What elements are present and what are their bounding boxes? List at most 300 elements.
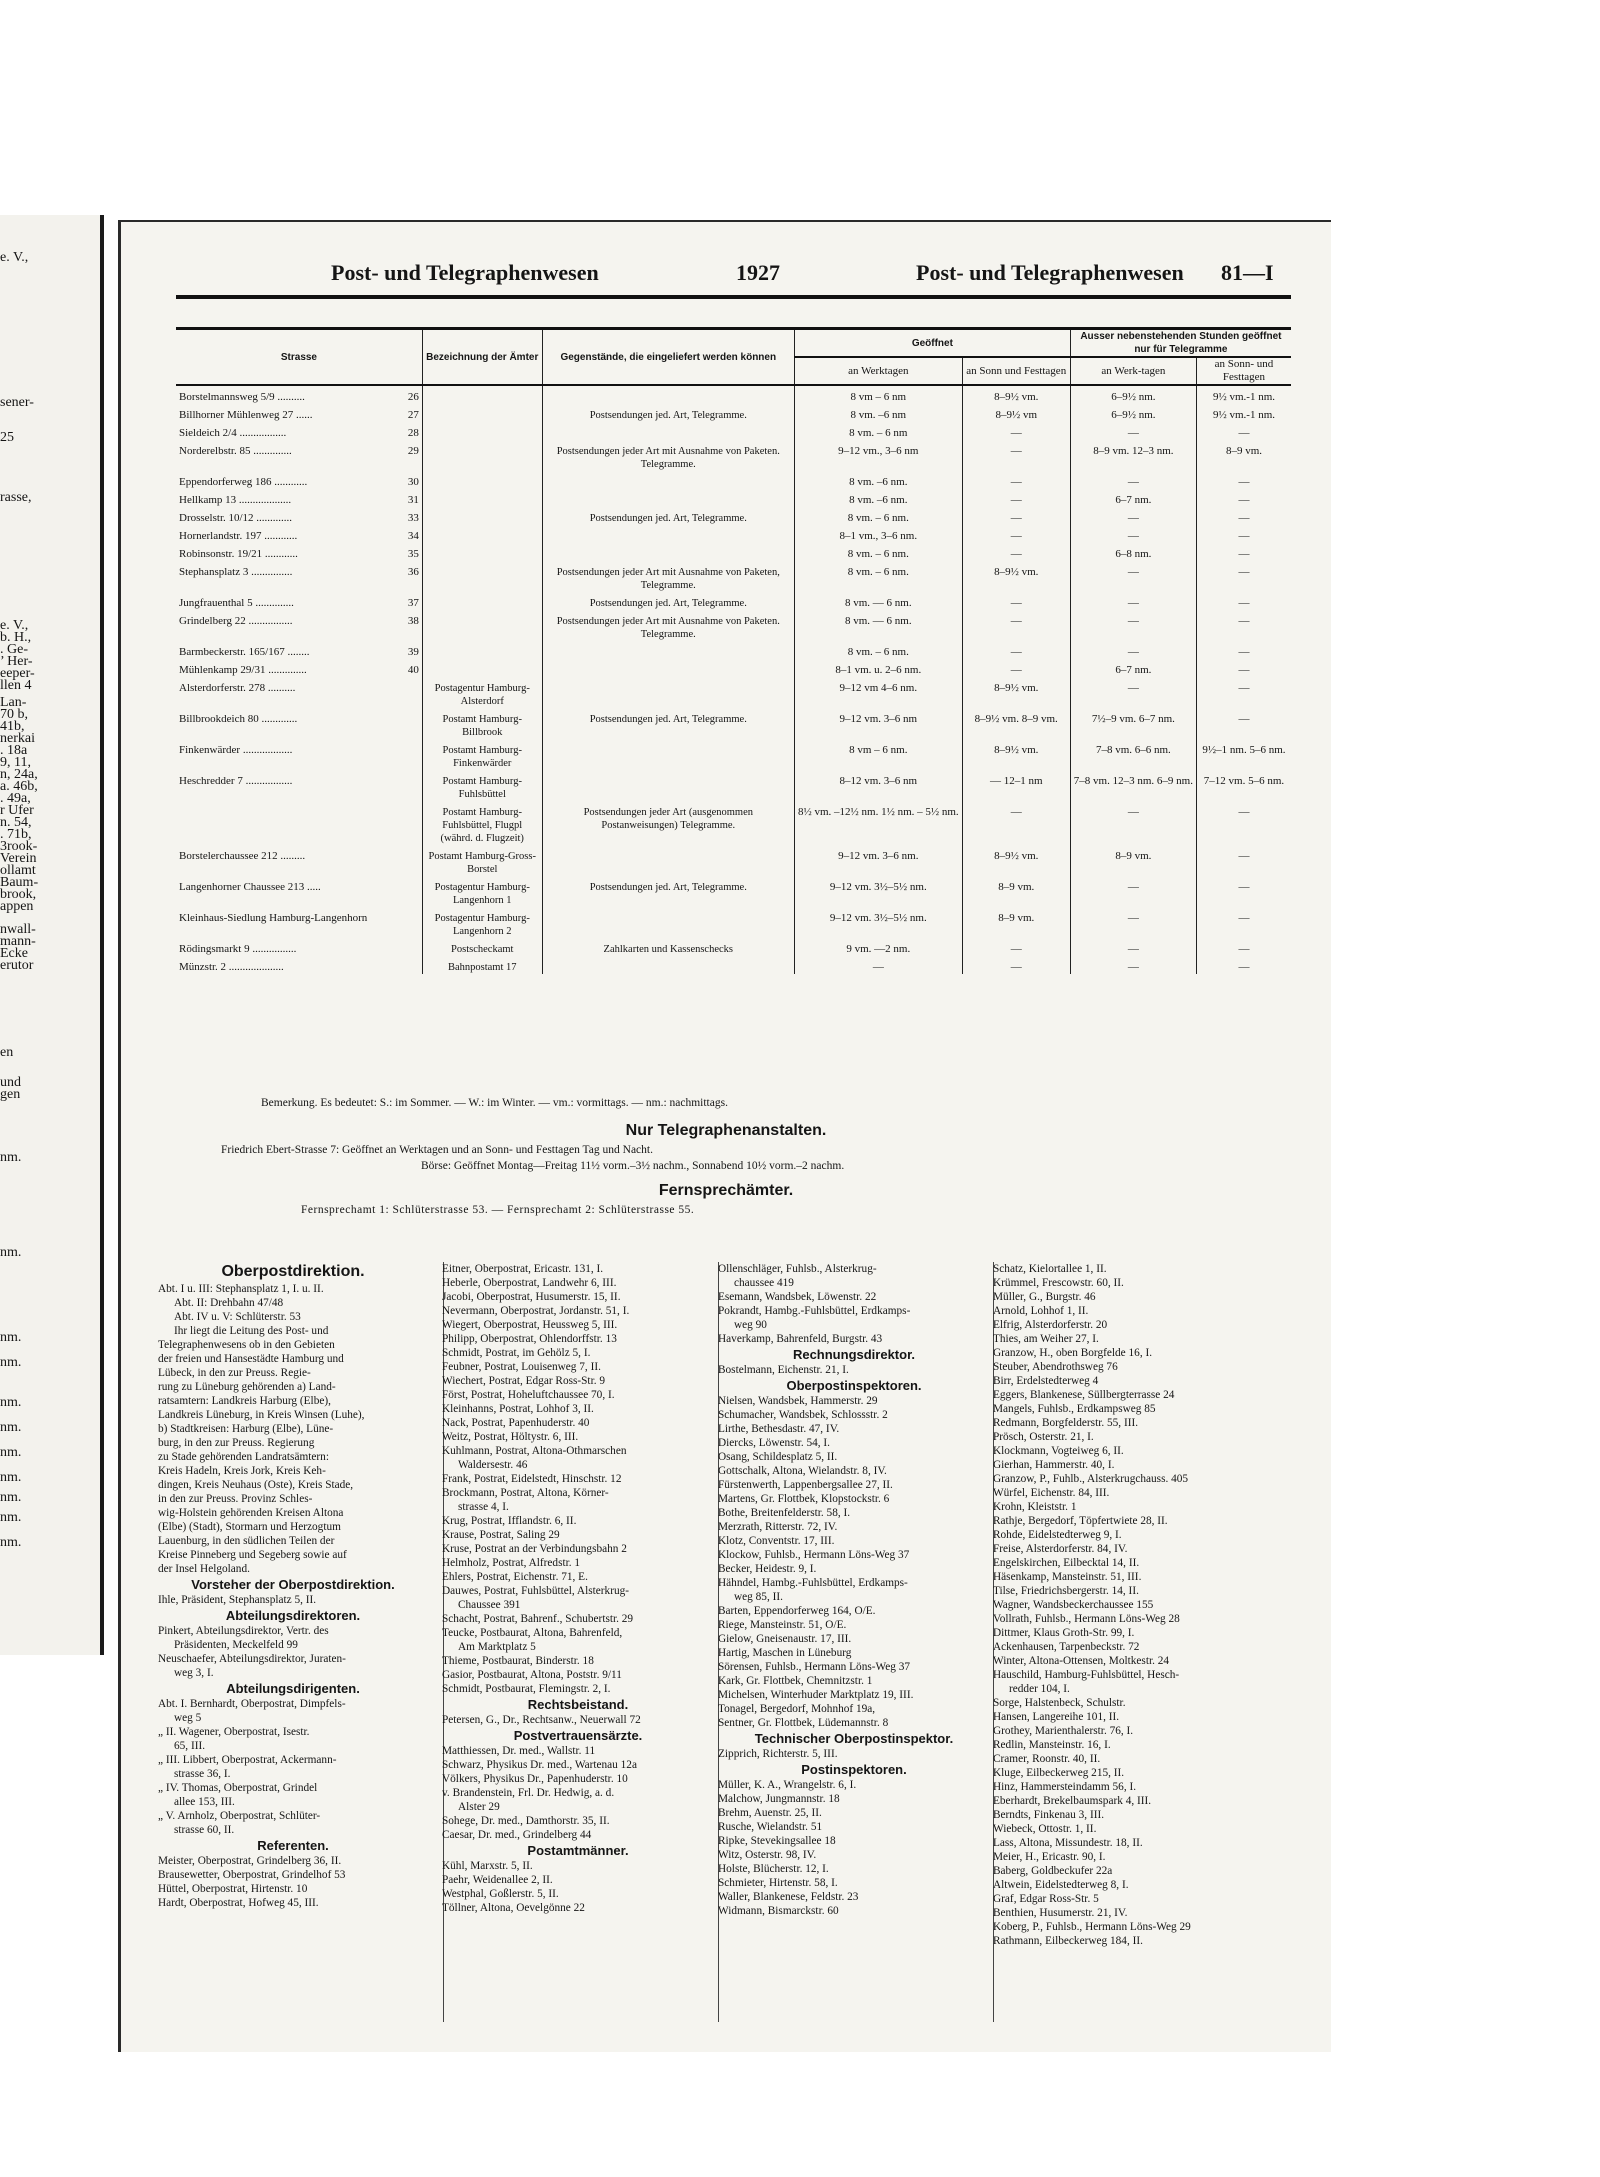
previous-page-text: und — [0, 1075, 21, 1090]
directory-entry: Kleinhanns, Postrat, Lohhof 3, II. — [442, 1403, 594, 1415]
cell-st: — — [962, 610, 1070, 641]
cell-street: Alsterdorferstr. 278 .......... — [179, 682, 296, 694]
previous-page-text: nm. — [0, 1355, 22, 1370]
directory-entry: Eitner, Oberpostrat, Ericastr. 131, I. — [442, 1263, 604, 1275]
cell-wt2: 6–9½ nm. — [1070, 385, 1196, 404]
cell-street: Billhorner Mühlenweg 27 ...... — [179, 409, 313, 421]
directory-entry: v. Brandenstein, Frl. Dr. Hedwig, a. d. — [442, 1787, 615, 1799]
directory-entry: Caesar, Dr. med., Grindelberg 44 — [442, 1829, 592, 1841]
cell-num — [394, 708, 423, 739]
directory-entry: Müller, K. A., Wrangelstr. 6, I. — [718, 1779, 857, 1791]
directory-entry: Lass, Altona, Missundestr. 18, II. — [993, 1837, 1143, 1849]
cell-st: — 12–1 nm — [962, 770, 1070, 801]
fernsprech-section-title: Fernsprechämter. — [658, 1182, 794, 1199]
directory-entry: Arnold, Lohhof 1, II. — [993, 1305, 1089, 1317]
cell-geg: Postsendungen jed. Art, Telegramme. — [542, 876, 794, 907]
directory-entry: Esemann, Wandsbek, Löwenstr. 22 — [718, 1291, 877, 1303]
directory-entry: chaussee 419 — [734, 1277, 794, 1289]
previous-page-text: en — [0, 1045, 14, 1060]
directory-entry: Brausewetter, Oberpostrat, Grindelhof 53 — [158, 1869, 346, 1881]
cell-street: Barmbeckerstr. 165/167 ........ — [179, 646, 310, 658]
directory-entry: Abt. IV u. V: Schlüterstr. 53 — [174, 1311, 301, 1323]
previous-page-text: Verein — [0, 851, 37, 866]
directory-entry: „ II. Wagener, Oberpostrat, Isestr. — [158, 1726, 310, 1738]
directory-entry: Paehr, Weidenallee 2, II. — [442, 1874, 553, 1886]
cell-street: Jungfrauenthal 5 .............. — [179, 597, 294, 609]
cell-street: Hornerlandstr. 197 ............ — [179, 530, 298, 542]
table-row — [176, 471, 1291, 489]
directory-entry: Sohege, Dr. med., Damthorstr. 35, II. — [442, 1815, 610, 1827]
cell-amt: Postamt Hamburg-Finkenwärder — [422, 739, 542, 770]
directory-entry: Krug, Postrat, Ifflandstr. 6, II. — [442, 1515, 577, 1527]
previous-page-text: llen 4 — [0, 678, 32, 693]
cell-num: 31 — [394, 489, 423, 507]
previous-page-text: Baum- — [0, 875, 39, 890]
previous-page-text: b. H., — [0, 630, 32, 645]
cell-num: 26 — [394, 385, 423, 404]
directory-entry: Mangels, Fuhlsb., Erdkampsweg 85 — [993, 1403, 1156, 1415]
cell-num: 29 — [394, 440, 423, 471]
cell-wt2: — — [1070, 956, 1196, 974]
previous-page-text: nwall- — [0, 922, 36, 937]
cell-wt2: — — [1070, 677, 1196, 708]
section-heading: Postvertrauensärzte. — [513, 1728, 643, 1743]
directory-entry: Ihr liegt die Leitung des Post- und — [174, 1325, 329, 1337]
table-row — [176, 489, 1291, 507]
previous-page-text: Ecke — [0, 946, 28, 961]
cell-st: — — [962, 440, 1070, 471]
cell-st2: — — [1238, 912, 1250, 924]
directory-entry: Philipp, Oberpostrat, Ohlendorffstr. 13 — [442, 1333, 617, 1345]
post-offices-table — [176, 327, 1291, 974]
col-header-sonn-2: an Sonn- und Festtagen — [1196, 357, 1291, 385]
directory-entry: zu Stade gehörenden Landratsämtern: — [158, 1451, 329, 1463]
directory-entry: Kark, Gr. Flottbek, Chemnitzstr. 1 — [718, 1675, 873, 1687]
directory-entry: Gasior, Postbaurat, Altona, Poststr. 9/11 — [442, 1669, 622, 1681]
cell-street: Borstelerchaussee 212 ......... — [179, 850, 306, 862]
table-row — [176, 422, 1291, 440]
directory-entry: Chaussee 391 — [458, 1599, 521, 1611]
directory-entry: Krause, Postrat, Saling 29 — [442, 1529, 560, 1541]
previous-page-text: a. 46b, — [0, 779, 38, 794]
cell-st2: — — [1238, 615, 1250, 627]
directory-entry: redder 104, I. — [1009, 1683, 1070, 1695]
directory-entry: Bostelmann, Eichenstr. 21, I. — [718, 1364, 849, 1376]
directory-entry: „ IV. Thomas, Oberpostrat, Grindel — [158, 1782, 318, 1794]
cell-amt — [422, 385, 542, 404]
cell-st2: 9½ vm.-1 nm. — [1212, 391, 1275, 403]
directory-entry: Töllner, Altona, Oevelgönne 22 — [442, 1902, 585, 1914]
previous-page-text: nm. — [0, 1330, 22, 1345]
cell-st2: — — [1238, 512, 1250, 524]
cell-wt: 9–12 vm 4–6 nm. — [794, 677, 962, 708]
cell-amt — [422, 489, 542, 507]
directory-entry: Hartig, Maschen in Lüneburg — [718, 1647, 852, 1659]
cell-amt — [422, 471, 542, 489]
cell-street: Kleinhaus-Siedlung Hamburg-Langenhorn — [179, 912, 368, 924]
directory-entry: Heberle, Oberpostrat, Landwehr 6, III. — [442, 1277, 617, 1289]
directory-entry: Nack, Postrat, Papenhuderstr. 40 — [442, 1417, 590, 1429]
directory-entry: Klotz, Conventstr. 17, III. — [718, 1535, 835, 1547]
cell-wt2: 7–8 vm. 12–3 nm. 6–9 nm. — [1070, 770, 1196, 801]
cell-wt2: 7–8 vm. 6–6 nm. — [1070, 739, 1196, 770]
cell-street: Norderelbstr. 85 .............. — [179, 445, 292, 457]
directory-entry: Holste, Blücherstr. 12, I. — [718, 1863, 829, 1875]
cell-st: — — [962, 471, 1070, 489]
cell-num — [394, 770, 423, 801]
cell-num: 28 — [394, 422, 423, 440]
cell-st: 8–9½ vm. — [962, 385, 1070, 404]
directory-entry: Brockmann, Postrat, Altona, Körner- — [442, 1487, 609, 1499]
cell-st2: — — [1238, 682, 1250, 694]
directory-entry: Kruse, Postrat an der Verbindungsbahn 2 — [442, 1543, 627, 1555]
cell-wt2: 6–8 nm. — [1070, 543, 1196, 561]
col-header-geoeffnet: Geöffnet — [794, 329, 1070, 358]
directory-entry: Altwein, Eidelstedterweg 8, I. — [993, 1879, 1129, 1891]
cell-wt: 9–12 vm. 3½–5½ nm. — [794, 907, 962, 938]
directory-entry: Schmidt, Postbaurat, Flemingstr. 2, I. — [442, 1683, 611, 1695]
directory-entry: Hähndel, Hambg.-Fuhlsbüttel, Erdkamps- — [718, 1577, 908, 1589]
directory-entry: Teucke, Postbaurat, Altona, Bahrenfeld, — [442, 1627, 623, 1639]
directory-entry: strasse 60, II. — [174, 1824, 235, 1836]
cell-wt: 8 vm. — 6 nm. — [794, 610, 962, 641]
cell-st2: — — [1238, 943, 1250, 955]
cell-geg — [542, 489, 794, 507]
directory-entry: Sorge, Halstenbeck, Schulstr. — [993, 1697, 1126, 1709]
section-heading: Postinspektoren. — [801, 1762, 907, 1777]
cell-wt: — — [794, 956, 962, 974]
directory-entry: der freien und Hansestädte Hamburg und — [158, 1353, 344, 1365]
directory-entry: Kluge, Eilbeckerweg 215, II. — [993, 1767, 1125, 1779]
previous-page-text: mann- — [0, 934, 36, 949]
col-header-strasse: Strasse — [176, 329, 422, 386]
directory-entry: Tonagel, Bergedorf, Mohnhof 19a, — [718, 1703, 876, 1715]
cell-wt: 9–12 vm. 3–6 nm. — [794, 845, 962, 876]
cell-street: Grindelberg 22 ................ — [179, 615, 293, 627]
directory-entry: Freise, Alsterdorferstr. 84, IV. — [993, 1543, 1128, 1555]
cell-geg — [542, 543, 794, 561]
header-rule — [176, 295, 1291, 299]
cell-geg — [542, 956, 794, 974]
previous-page-text: . 71b, — [0, 827, 32, 842]
directory-entry: Gierhan, Hammerstr. 40, I. — [993, 1459, 1115, 1471]
cell-amt — [422, 561, 542, 592]
cell-st2: — — [1238, 566, 1250, 578]
directory-entry: Benthien, Husumerstr. 21, IV. — [993, 1907, 1128, 1919]
directory-entry: Prösch, Osterstr. 21, I. — [993, 1431, 1094, 1443]
previous-page-text: 41b, — [0, 719, 25, 734]
directory-entry: Lübeck, in den zur Preuss. Regie- — [158, 1367, 311, 1379]
cell-geg — [542, 907, 794, 938]
cell-num — [394, 876, 423, 907]
cell-street: Robinsonstr. 19/21 ............ — [179, 548, 298, 560]
cell-wt2: — — [1070, 422, 1196, 440]
directory-entry: Gottschalk, Altona, Wielandstr. 8, IV. — [718, 1465, 887, 1477]
cell-st2: — — [1238, 713, 1250, 725]
directory-entry: Weitz, Postrat, Höltystr. 6, III. — [442, 1431, 579, 1443]
section-heading: Referenten. — [257, 1838, 329, 1853]
directory-entry: Meier, H., Ericastr. 90, I. — [993, 1851, 1106, 1863]
directory-entry: Wiebeck, Ottostr. 1, II. — [993, 1823, 1097, 1835]
directory-entry: 65, III. — [174, 1740, 206, 1752]
directory-entry: Neuschaefer, Abteilungsdirektor, Juraten- — [158, 1653, 346, 1665]
directory-entry: Gielow, Gneisenaustr. 17, III. — [718, 1633, 852, 1645]
cell-num: 37 — [394, 592, 423, 610]
previous-page-text: 70 b, — [0, 707, 28, 722]
cell-st: — — [962, 543, 1070, 561]
directory-entry: Zipprich, Richterstr. 5, III. — [718, 1748, 838, 1760]
table-row — [176, 956, 1291, 974]
previous-page-text: nerkai — [0, 731, 35, 746]
previous-page-text: . 18a — [0, 743, 28, 758]
cell-amt — [422, 641, 542, 659]
previous-page-text: e. V., — [0, 250, 29, 265]
directory-entry: (Elbe) (Stadt), Stormarn und Herzogtum — [158, 1521, 341, 1533]
directory-entry: Völkers, Physikus Dr., Papenhuderstr. 10 — [442, 1773, 628, 1785]
directory-column-1 — [158, 1262, 428, 1910]
directory-entry: Ollenschläger, Fuhlsb., Alsterkrug- — [718, 1263, 877, 1275]
directory-entry: Widmann, Bismarckstr. 60 — [718, 1905, 839, 1917]
cell-num — [394, 907, 423, 938]
directory-entry: Wiechert, Postrat, Edgar Ross-Str. 9 — [442, 1375, 606, 1387]
directory-entry: Steuber, Abendrothsweg 76 — [993, 1361, 1118, 1373]
previous-page-text: gen — [0, 1087, 21, 1102]
cell-geg: Postsendungen jeder Art mit Ausnahme von Paketen. Telegramme. — [542, 440, 794, 471]
cell-amt — [422, 422, 542, 440]
cell-wt2: — — [1070, 938, 1196, 956]
previous-page-text: erutor — [0, 958, 34, 973]
cell-amt: Postagentur Hamburg-Langenhorn 2 — [422, 907, 542, 938]
previous-page-text: e. V., — [0, 618, 29, 633]
cell-street: Münzstr. 2 .................... — [179, 961, 284, 973]
cell-st2: — — [1238, 646, 1250, 658]
cell-amt — [422, 525, 542, 543]
directory-entry: Schumacher, Wandsbek, Schlossstr. 2 — [718, 1409, 888, 1421]
previous-page-text: ollamt — [0, 863, 36, 878]
cell-num: 34 — [394, 525, 423, 543]
cell-num — [394, 739, 423, 770]
cell-amt: Postamt Hamburg-Billbrook — [422, 708, 542, 739]
telegraph-section-title: Nur Telegraphenanstalten. — [625, 1122, 827, 1139]
previous-page-text: nm. — [0, 1420, 22, 1435]
cell-wt: 8 vm. – 6 nm. — [794, 561, 962, 592]
directory-entry: Cramer, Roonstr. 40, II. — [993, 1753, 1101, 1765]
col-header-gegenstaende: Gegenstände, die eingeliefert werden können — [542, 329, 794, 386]
table-row — [176, 938, 1291, 956]
cell-wt2: — — [1070, 592, 1196, 610]
directory-entry: Abt. II: Drehbahn 47/48 — [174, 1297, 284, 1309]
fernsprech-line: Fernsprechamt 1: Schlüterstrasse 53. — Fernsprechamt 2: Schlüterstrasse 55. — [301, 1204, 695, 1216]
directory-entry: Koberg, P., Fuhlsb., Hermann Löns-Weg 29 — [993, 1921, 1191, 1933]
directory-entry: Osang, Schildesplatz 5, II. — [718, 1451, 838, 1463]
cell-amt: Postamt Hamburg-Fuhlsbüttel, Flugpl (währd. d. Flugzeit) — [422, 801, 542, 845]
directory-column-4 — [993, 1262, 1268, 1948]
cell-amt: Postscheckamt — [422, 938, 542, 956]
cell-num: 35 — [394, 543, 423, 561]
directory-entry: Jacobi, Oberpostrat, Husumerstr. 15, II. — [442, 1291, 621, 1303]
directory-entry: Am Marktplatz 5 — [458, 1641, 536, 1653]
cell-num — [394, 677, 423, 708]
section-heading: Oberpostdirektion. — [221, 1263, 365, 1280]
cell-geg: Zahlkarten und Kassenschecks — [542, 938, 794, 956]
directory-entry: Brehm, Auenstr. 25, II. — [718, 1807, 822, 1819]
cell-geg: Postsendungen jed. Art, Telegramme. — [542, 404, 794, 422]
table-row — [176, 845, 1291, 876]
cell-st: — — [962, 956, 1070, 974]
directory-entry: Baberg, Goldbeckufer 22a — [993, 1865, 1113, 1877]
cell-wt: 8 vm. — 6 nm. — [794, 592, 962, 610]
cell-num — [394, 956, 423, 974]
directory-entry: Kühl, Marxstr. 5, II. — [442, 1860, 533, 1872]
cell-st: 8–9 vm. — [962, 876, 1070, 907]
directory-entry: Kuhlmann, Postrat, Altona-Othmarschen — [442, 1445, 627, 1457]
cell-wt: 8 vm. – 6 nm. — [794, 507, 962, 525]
cell-num: 33 — [394, 507, 423, 525]
directory-entry: Hansen, Langereihe 101, II. — [993, 1711, 1120, 1723]
cell-wt2: — — [1070, 610, 1196, 641]
cell-geg — [542, 422, 794, 440]
cell-wt2: 7½–9 vm. 6–7 nm. — [1070, 708, 1196, 739]
directory-entry: Schmieter, Hirtenstr. 58, I. — [718, 1877, 838, 1889]
directory-entry: Dauwes, Postrat, Fuhlsbüttel, Alsterkrug- — [442, 1585, 630, 1597]
directory-entry: Frank, Postrat, Eidelstedt, Hinschstr. 12 — [442, 1473, 622, 1485]
directory-column-3 — [718, 1262, 990, 1918]
cell-amt — [422, 404, 542, 422]
directory-entry: Kreise Pinneberg und Segeberg sowie auf — [158, 1549, 347, 1561]
cell-st2: — — [1238, 476, 1250, 488]
directory-entry: Rusche, Wielandstr. 51 — [718, 1821, 823, 1833]
previous-page-text: appen — [0, 899, 34, 914]
directory-entry: Meister, Oberpostrat, Grindelberg 36, II. — [158, 1855, 342, 1867]
directory-entry: Telegraphenwesens ob in den Gebieten — [158, 1339, 335, 1351]
directory-entry: Häsenkamp, Mansteinstr. 51, III. — [993, 1571, 1142, 1583]
cell-st2: — — [1238, 548, 1250, 560]
cell-street: Billbrookdeich 80 ............. — [179, 713, 298, 725]
directory-entry: in den zur Preuss. Provinz Schles- — [158, 1493, 313, 1505]
directory-entry: Malchow, Jungmannstr. 18 — [718, 1793, 840, 1805]
table-row — [176, 641, 1291, 659]
directory-entry: Hauschild, Hamburg-Fuhlsbüttel, Hesch- — [993, 1669, 1180, 1681]
cell-wt2: 6–7 nm. — [1070, 489, 1196, 507]
directory-entry: Waldersestr. 46 — [458, 1459, 528, 1471]
cell-st: — — [962, 507, 1070, 525]
cell-st2: — — [1238, 961, 1250, 973]
cell-st2: 9½–1 nm. 5–6 nm. — [1202, 744, 1286, 756]
cell-wt: 9–12 vm. 3½–5½ nm. — [794, 876, 962, 907]
cell-st: 8–9 vm. — [962, 907, 1070, 938]
directory-entry: Krohn, Kleiststr. 1 — [993, 1501, 1077, 1513]
table-row — [176, 561, 1291, 592]
directory-entry: Westphal, Goßlerstr. 5, II. — [442, 1888, 559, 1900]
cell-amt: Postamt Hamburg-Gross-Borstel — [422, 845, 542, 876]
directory-entry: strasse 36, I. — [174, 1768, 231, 1780]
cell-wt: 8–12 vm. 3–6 nm — [794, 770, 962, 801]
previous-page-text: 9, 11, — [0, 755, 31, 770]
cell-st: — — [962, 422, 1070, 440]
col-header-werktagen-2: an Werk-tagen — [1070, 357, 1196, 385]
directory-entry: Tilse, Friedrichsbergerstr. 14, II. — [993, 1585, 1139, 1597]
cell-street: Mühlenkamp 29/31 .............. — [179, 664, 307, 676]
directory-entry: wig-Holstein gehörenden Kreisen Altona — [158, 1507, 344, 1519]
previous-page-text: nm. — [0, 1470, 22, 1485]
cell-geg: Postsendungen jed. Art, Telegramme. — [542, 507, 794, 525]
directory-entry: weg 90 — [734, 1319, 767, 1331]
cell-num: 27 — [394, 404, 423, 422]
directory-entry: Pokrandt, Hambg.-Fuhlsbüttel, Erdkamps- — [718, 1305, 911, 1317]
cell-st: 8–9½ vm. — [962, 677, 1070, 708]
directory-entry: Bothe, Breitenfelderstr. 58, I. — [718, 1507, 851, 1519]
cell-street: Langenhorner Chaussee 213 ..... — [179, 881, 321, 893]
cell-geg — [542, 845, 794, 876]
cell-wt2: — — [1070, 471, 1196, 489]
cell-amt: Bahnpostamt 17 — [422, 956, 542, 974]
cell-wt2: 6–7 nm. — [1070, 659, 1196, 677]
previous-page-text: nm. — [0, 1510, 22, 1525]
cell-st2: — — [1238, 597, 1250, 609]
directory-entry: Alster 29 — [458, 1801, 500, 1813]
cell-wt2: — — [1070, 507, 1196, 525]
cell-amt: Postagentur Hamburg-Langenhorn 1 — [422, 876, 542, 907]
cell-st: — — [962, 525, 1070, 543]
cell-st: — — [962, 592, 1070, 610]
directory-entry: Rathmann, Eilbeckerweg 184, II. — [993, 1935, 1143, 1947]
section-heading: Oberpostinspektoren. — [786, 1378, 922, 1393]
previous-page-text: nm. — [0, 1490, 22, 1505]
directory-entry: Ihle, Präsident, Stephansplatz 5, II. — [158, 1594, 317, 1606]
directory-entry: b) Stadtkreisen: Harburg (Elbe), Lüne- — [158, 1423, 334, 1435]
cell-st2: 8–9 vm. — [1225, 445, 1263, 457]
directory-entry: Eberhardt, Brekelbaumspark 4, III. — [993, 1795, 1152, 1807]
directory-entry: Sörensen, Fuhlsb., Hermann Löns-Weg 37 — [718, 1661, 911, 1673]
previous-page-fragment — [0, 215, 104, 1655]
cell-wt: 8 vm. –6 nm. — [794, 489, 962, 507]
table-row — [176, 677, 1291, 708]
directory-entry: Fürstenwerth, Lappenbergsallee 27, II. — [718, 1479, 893, 1491]
cell-st2: — — [1238, 427, 1250, 439]
directory-entry: rung zu Lüneburg gehörenden a) Land- — [158, 1381, 336, 1393]
table-row — [176, 385, 1291, 404]
previous-page-text: nm. — [0, 1150, 22, 1165]
cell-wt2: — — [1070, 801, 1196, 845]
col-header-bezeichnung: Bezeichnung der Ämter — [422, 329, 542, 386]
directory-entry: Landkreis Lüneburg, in Kreis Winsen (Luhe), — [158, 1409, 365, 1421]
previous-page-text: eeper- — [0, 666, 35, 681]
cell-st: 8–9½ vm. — [962, 561, 1070, 592]
cell-st2: — — [1238, 530, 1250, 542]
cell-wt: 8½ vm. –12½ nm. 1½ nm. – 5½ nm. — [794, 801, 962, 845]
table-row — [176, 610, 1291, 641]
previous-page-text: sener- — [0, 395, 34, 410]
cell-st: — — [962, 801, 1070, 845]
cell-wt: 8 vm – 6 nm. — [794, 739, 962, 770]
previous-page-text: nm. — [0, 1535, 22, 1550]
cell-geg — [542, 739, 794, 770]
cell-amt — [422, 592, 542, 610]
cell-geg: Postsendungen jeder Art (ausgenommen Postanweisungen) Telegramme. — [542, 801, 794, 845]
directory-entry: Dittmer, Klaus Groth-Str. 99, I. — [993, 1627, 1135, 1639]
cell-geg — [542, 525, 794, 543]
directory-entry: Rohde, Eidelstedterweg 9, I. — [993, 1529, 1122, 1541]
cell-st: 8–9½ vm. 8–9 vm. — [962, 708, 1070, 739]
cell-street: Stephansplatz 3 ............... — [179, 566, 293, 578]
directory-entry: Winter, Altona-Ottensen, Moltkestr. 24 — [993, 1655, 1170, 1667]
cell-wt2: — — [1070, 561, 1196, 592]
cell-wt2: — — [1070, 876, 1196, 907]
cell-geg: Postsendungen jed. Art, Telegramme. — [542, 708, 794, 739]
previous-page-text: Lan- — [0, 695, 27, 710]
cell-amt — [422, 610, 542, 641]
cell-wt: 9–12 vm. 3–6 nm — [794, 708, 962, 739]
